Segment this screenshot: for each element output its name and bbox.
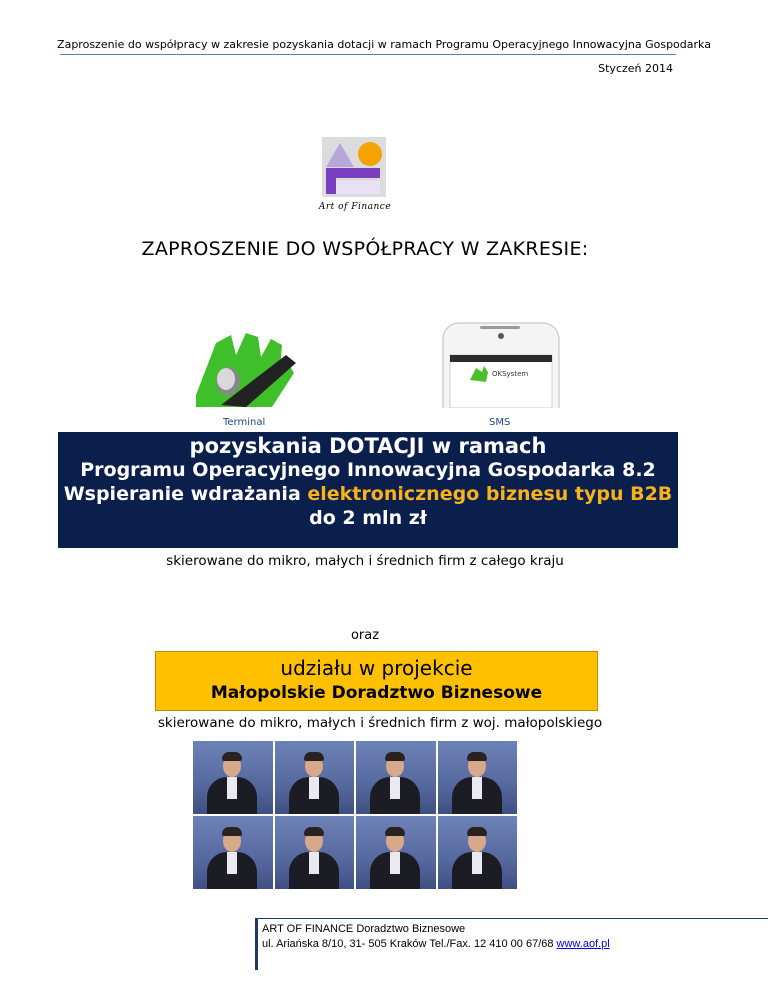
website-link[interactable]: www.aof.pl [556,938,610,950]
team-member-photo [275,741,355,814]
phone-brand: OKSystem [492,370,529,378]
team-member-photo [438,816,518,889]
team-member-photo [356,816,436,889]
terminal-label: Terminal [223,417,266,428]
team-member-photo [356,741,436,814]
footer-divider [258,918,768,919]
team-member-photo [275,816,355,889]
footer-address: ul. Ariańska 8/10, 31- 505 Kraków Tel./Fax. 12 410 00 67/68 [262,938,557,950]
grant-line-3-highlight: elektronicznego biznesu typu B2B [307,483,673,505]
project-line-2: Małopolskie Doradztwo Biznesowe [210,683,543,703]
team-photo-grid [193,741,517,889]
logo-caption: Art of Finance [318,202,392,212]
art-of-finance-logo [322,137,386,197]
footer-company: ART OF FINANCE Doradztwo Biznesowe [262,923,466,935]
team-member-photo [193,816,273,889]
grant-line-1: pozyskania DOTACJI w ramach [189,434,547,458]
grant-line-3 [58,482,678,506]
project-target-text: skierowane do mikro, małych i średnich firm z woj. małopolskiego [157,715,603,731]
grant-line-3-prefix: Wspieranie wdrażania [63,483,308,505]
team-member-photo [193,741,273,814]
grant-target-text: skierowane do mikro, małych i średnich firm z całego kraju [166,553,564,569]
page-title: ZAPROSZENIE DO WSPÓŁPRACY W ZAKRESIE: [141,238,589,260]
project-line-1: udziału w projekcie [280,656,473,680]
sms-label: SMS [489,417,511,428]
footer [262,922,610,952]
grant-line-2: Programu Operacyjnego Innowacyjna Gospodarka 8.2 [80,459,656,481]
footer-address-line [262,937,610,952]
document-date: Styczeń 2014 [598,62,673,75]
smartphone-image [442,322,560,408]
running-header: Zaproszenie do współpracy w zakresie pozyskania dotacji w ramach Programu Operacyjnego Innowacyjna Gospodarka [57,38,711,51]
grant-info-box [58,432,678,548]
project-info-box [155,651,598,711]
conjunction-text: oraz [350,628,380,643]
header-divider [60,54,676,55]
grant-line-4: do 2 mln zł [309,507,427,529]
team-member-photo [438,741,518,814]
terminal-hand-icon [176,325,316,408]
footer-accent-bar [255,918,258,970]
